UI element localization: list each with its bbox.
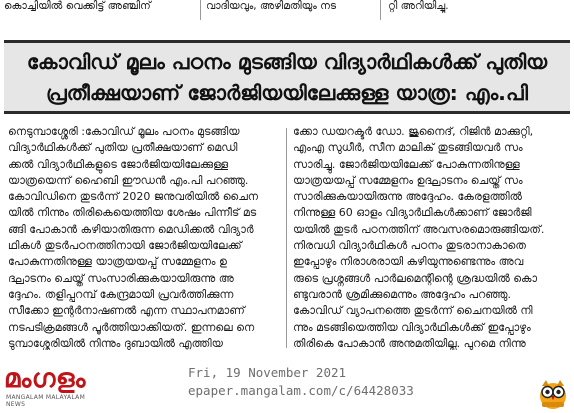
column-rule xyxy=(200,0,201,20)
article-line: നിന്നുള്ള 60 ഓളം വിദ്യാർഥികൾക്കാണ് ജോർജി xyxy=(293,206,532,220)
article-line: ദ്ഘാടനം ചെയ്ത് സംസാരിക്കുകയായിരുന്നു അ xyxy=(8,271,234,285)
strip-col-2: വാദിയവും, അഴിമതിയും നട xyxy=(206,0,337,12)
footer xyxy=(0,360,574,413)
article-line: ന്നും മടങ്ങിയെത്തിയ വിദ്യാർഥികൾക്ക് ഇപ്പോഴും xyxy=(293,320,531,334)
mangalam-logo[interactable] xyxy=(4,364,94,408)
article-line: ദ്ദേഹം. തളിപ്പറമ്പ് കേന്ദ്രമായി പ്രവർത്തിക്കുന്ന xyxy=(8,287,234,301)
logo-tagline: MANGALAM MALAYALAM NEWS xyxy=(6,394,86,408)
article-line: വിദ്യാർഥികൾക്ക് പുതിയ പ്രതീക്ഷയാണ് മെഡി xyxy=(8,141,238,155)
article-line: പോകുന്നതിനുള്ള യാത്രയയപ്പ് സമ്മേളനം ഉ xyxy=(8,255,227,269)
article-line: നടപടിക്രമങ്ങൾ പൂർത്തിയാക്കിയത്. ഇന്നലെ നെ xyxy=(8,320,255,334)
edition-meta xyxy=(188,364,414,400)
article-line: രുടെ പ്രശ്നങ്ങൾ പാർലമെന്റിന്റെ ശ്രദ്ധയിൽ കൊ xyxy=(293,271,538,285)
article-line: ക്കോ ഡയറക്ടർ ഡോ. ജുനൈദ്, റിജിൻ മാക്കുറ്റി, xyxy=(293,125,534,138)
epaper-link[interactable]: epaper.mangalam.com/c/64428033 xyxy=(188,383,414,398)
article-line: യാത്രയയപ്പ് സമ്മേളനം ഉദ്ഘാടനം ചെയ്ത് സം xyxy=(293,173,523,187)
article-line: യാത്രയെന്ന് ഹൈബി ഈഡൻ എം.പി പറഞ്ഞു. xyxy=(8,173,249,187)
column-divider xyxy=(286,128,287,348)
strip-col-1: കൊച്ചിയിൽ വെക്കിട്ട് അഞ്ചിന് xyxy=(4,0,151,12)
article-column-left xyxy=(8,124,280,350)
owl-mascot-icon xyxy=(536,376,570,410)
article-line: നെടുമ്പാശ്ശേരി :കോവിഡ് മൂലം പഠനം മുടങ്ങിയ xyxy=(8,125,240,138)
article-line: ടുമ്പാശ്ശേരിയിൽ നിന്നും ദുബായിൽ എത്തിയ xyxy=(8,336,223,350)
article-line: സാരിക്കുകയായിരുന്നു അദ്ദേഹം. കേരളത്തിൽ xyxy=(293,190,522,204)
column-rule xyxy=(380,0,381,20)
article-line: ഥികൾ തുടർപഠനത്തിനായി ജോർജിയയിലേക്ക് xyxy=(8,239,242,253)
logo-wordmark: മംഗളം xyxy=(4,364,86,394)
article-line: ഇപ്പോഴും നിരാശരായി കഴിയുന്നുണ്ടെന്നും അവ xyxy=(293,255,524,269)
article-line: കോവിഡിനെ തുടർന്ന് 2020 ജനുവരിയിൽ ചൈന xyxy=(8,190,258,204)
strip-col-3: റ്റി അറിയിച്ചു. xyxy=(388,0,449,12)
article-line: ണ്ടുവരാൻ ശ്രമിക്കുമെന്നും അദ്ദേഹം പറഞ്ഞു. xyxy=(293,287,512,301)
article-line: ങ്ങി പോകാൻ കഴിയാതിരുന്ന മെഡിക്കൽ വിദ്യാർ xyxy=(8,222,254,236)
article-line: എംഎ സുധീർ, സീന മാലിക് തുടങ്ങിയവർ സം xyxy=(293,141,523,155)
article-line: തിരികെ പോകാൻ അനുമതിയില്ല. പുറമെ നിന്നു xyxy=(293,336,526,350)
article-line: യയിൽ തുടർ പഠനത്തിന് അവസരമൊരുങ്ങിയത്. xyxy=(293,222,545,236)
article-line: സീക്കോ ഇന്റർനാഷണൽ എന്ന സ്ഥാപനമാണ് xyxy=(8,304,245,318)
article-column-right xyxy=(293,124,567,350)
headline-line-2: പ്രതീക്ഷയാണ് ജോർജിയയിലേക്കുള്ള യാത്ര: എം.പി xyxy=(46,81,528,105)
headline-box xyxy=(4,40,570,114)
headline-line-1: കോവിഡ് മൂലം പഠനം മുടങ്ങിയ വിദ്യാർഥികൾക്ക് പുതിയ xyxy=(26,50,548,74)
headline xyxy=(4,47,570,109)
article-line: യിൽ നിന്നും തിരികെയെത്തിയ ശേഷം പിന്നീട് മട xyxy=(8,206,257,220)
publish-date: Fri, 19 November 2021 xyxy=(188,365,347,380)
article-line: നിരവധി വിദ്യാർഥികൾ പഠനം തുടരാനാകാതെ xyxy=(293,239,526,253)
article-line: സാരിച്ചു. ജോർജിയയിലേക്ക് പോകുന്നതിനുള്ള xyxy=(293,157,520,171)
article-line: ക്കൽ വിദ്യാർഥികളുടെ ജോർജിയയിലേക്കുള്ള xyxy=(8,157,229,171)
article-body xyxy=(0,124,574,350)
previous-article-strip xyxy=(0,0,574,20)
article-line: കോവിഡ് വ്യാപനത്തെ തുടർന്ന് ചൈനയിൽ നി xyxy=(293,304,533,318)
